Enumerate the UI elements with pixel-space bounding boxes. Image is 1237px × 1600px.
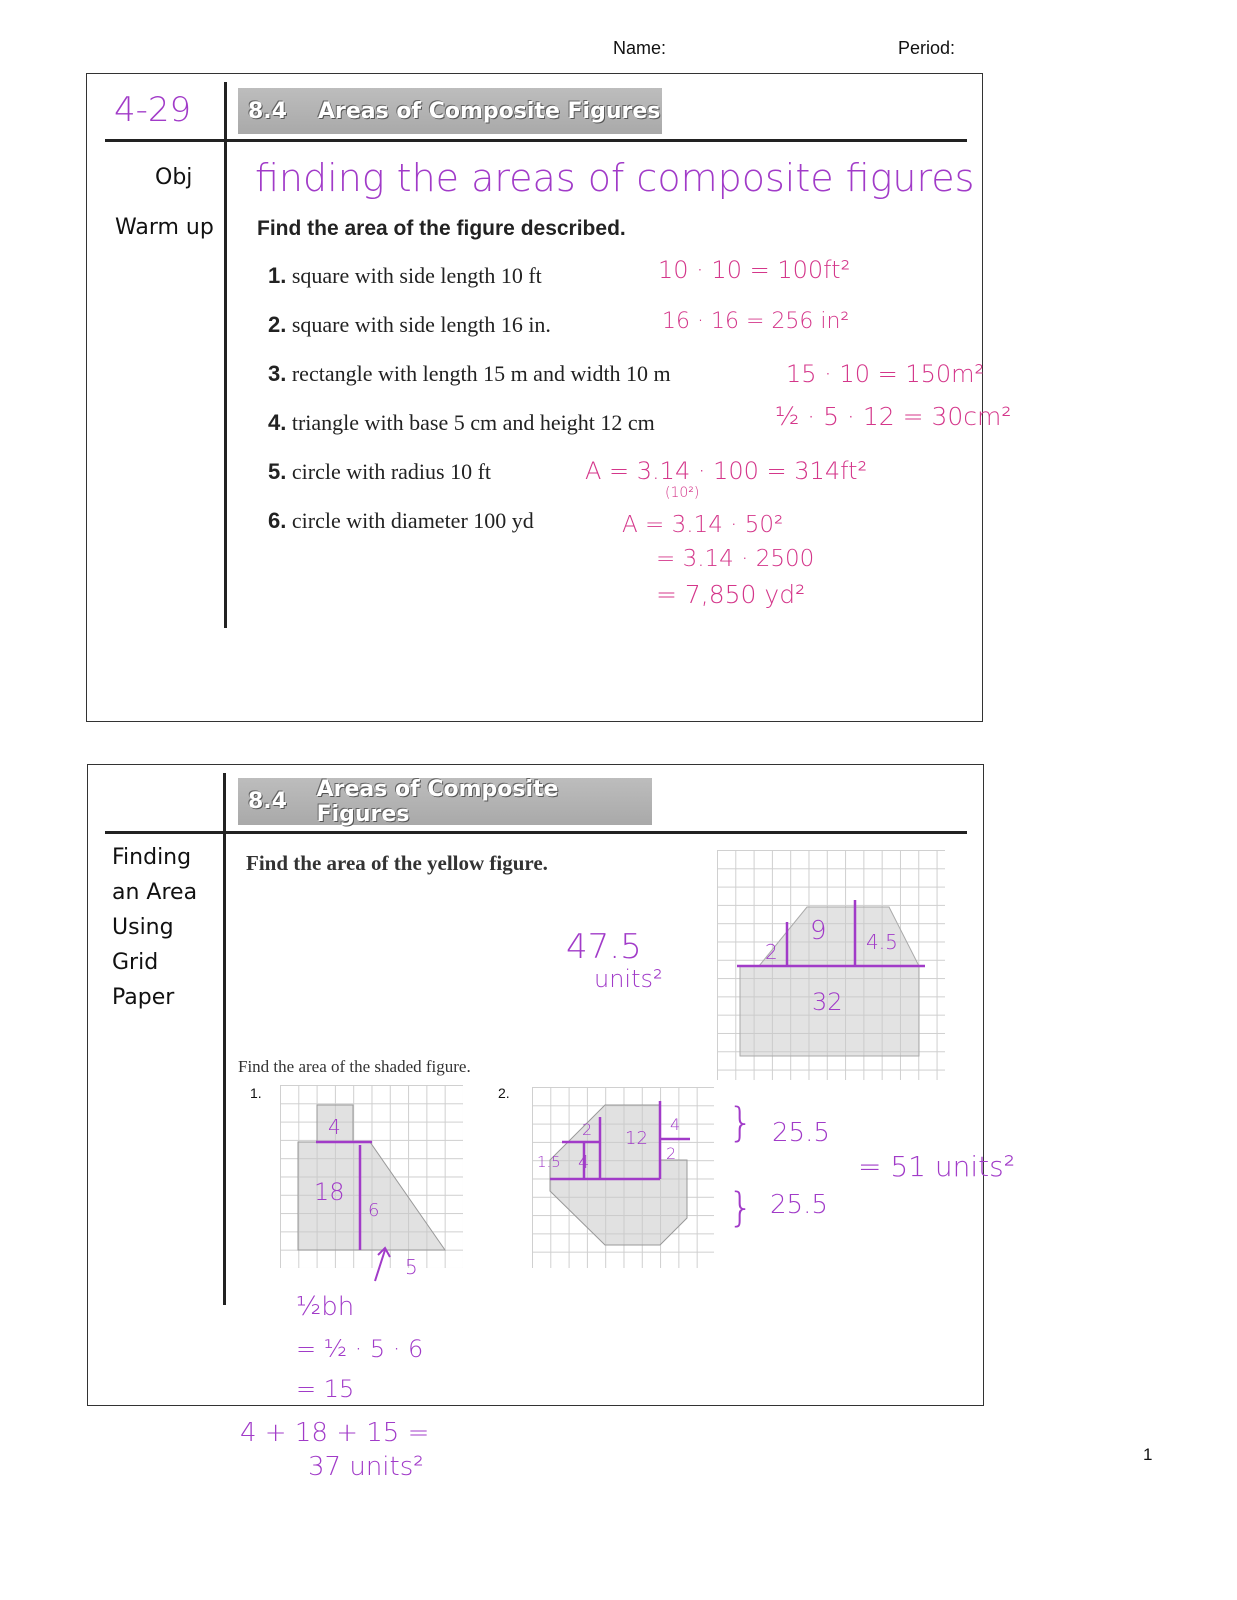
- answer-5-note: (10²): [665, 485, 700, 501]
- side-label: Finding an Area Using Grid Paper: [112, 845, 198, 1010]
- fig1-label-4: 4: [328, 1115, 341, 1139]
- answer-5: A = 3.14 · 100 = 314ft²: [585, 457, 868, 485]
- yellow-label-c: 4.5: [866, 930, 898, 954]
- fig2-shape: [532, 1087, 714, 1268]
- problem-5: 5. circle with radius 10 ft: [268, 459, 492, 484]
- yellow-figure: [717, 850, 945, 1080]
- obj-label: Obj: [155, 165, 193, 190]
- objective: finding the areas of composite figures: [255, 156, 975, 200]
- fig1-total-1: 4 + 18 + 15 =: [240, 1418, 430, 1448]
- divider: [105, 139, 967, 142]
- answer-6-line-1: A = 3.14 · 50²: [622, 512, 784, 538]
- lesson-title: Areas of Composite Figures: [316, 776, 559, 827]
- fig2-label-4b: 4: [578, 1152, 590, 1173]
- warmup-label: Warm up: [115, 215, 214, 240]
- date: 4-29: [114, 90, 192, 130]
- lesson-number: 8.4: [248, 789, 287, 814]
- lesson-header: [238, 88, 662, 134]
- yellow-label-a: 2: [765, 940, 778, 964]
- fig1-total-2: 37 units²: [308, 1452, 424, 1482]
- lesson-number: 8.4: [248, 98, 287, 124]
- problem-4: 4. triangle with base 5 cm and height 12 cm: [268, 410, 655, 435]
- fig2-label-1-5: 1.5: [537, 1153, 561, 1171]
- fig1-shape: [280, 1085, 463, 1268]
- fig1-work-1: ½bh: [296, 1292, 355, 1322]
- yellow-label-d: 32: [812, 988, 843, 1016]
- period-label: Period:: [898, 38, 956, 58]
- answer-1: 10 · 10 = 100ft²: [658, 256, 851, 284]
- fig2-number: 2.: [498, 1085, 510, 1101]
- fig2-part-1: 25.5: [772, 1118, 830, 1148]
- fig1-number: 1.: [250, 1085, 262, 1101]
- yellow-answer-value: 47.5: [566, 927, 642, 967]
- yellow-instruction: Find the area of the yellow figure.: [246, 851, 548, 875]
- divider: [224, 82, 227, 628]
- fig2-label-4a: 4: [670, 1115, 681, 1134]
- yellow-label-b: 9: [810, 916, 827, 946]
- fig1-work-2: = ½ · 5 · 6: [296, 1335, 424, 1363]
- fig2-total: = 51 units²: [858, 1150, 1015, 1183]
- divider: [105, 831, 967, 834]
- answer-3: 15 · 10 = 150m²: [786, 360, 985, 388]
- page-number: 1: [1143, 1445, 1153, 1464]
- problem-1: 1. square with side length 10 ft: [268, 263, 542, 288]
- fig1-work-3: = 15: [296, 1375, 355, 1403]
- fig1-label-5: 5: [405, 1255, 418, 1279]
- brace-icon: }: [728, 1185, 754, 1231]
- divider: [223, 773, 226, 1305]
- shaded-instruction: Find the area of the shaded figure.: [238, 1057, 471, 1076]
- fig2-label-12: 12: [625, 1128, 648, 1149]
- answer-6-line-3: = 7,850 yd²: [656, 580, 806, 609]
- yellow-answer-units: units²: [594, 965, 663, 993]
- lesson-header: [238, 778, 652, 825]
- fig2-label-2: 2: [582, 1120, 593, 1139]
- answer-2: 16 · 16 = 256 in²: [662, 309, 850, 334]
- problem-2: 2. square with side length 16 in.: [268, 312, 551, 337]
- fig2-label-2b: 2: [666, 1144, 677, 1163]
- fig1-label-18: 18: [314, 1178, 345, 1206]
- instruction: Find the area of the figure described.: [257, 217, 626, 240]
- fig1-label-6: 6: [368, 1200, 380, 1221]
- answer-4: ½ · 5 · 12 = 30cm²: [775, 402, 1012, 431]
- answer-6-line-2: = 3.14 · 2500: [656, 546, 815, 572]
- lesson-title: Areas of Composite Figures: [318, 98, 661, 124]
- fig2-part-2: 25.5: [770, 1190, 828, 1220]
- name-label: Name:: [613, 38, 667, 58]
- brace-icon: }: [728, 1100, 754, 1146]
- problem-6: 6. circle with diameter 100 yd: [268, 508, 534, 533]
- problem-3: 3. rectangle with length 15 m and width 10 m: [268, 361, 671, 386]
